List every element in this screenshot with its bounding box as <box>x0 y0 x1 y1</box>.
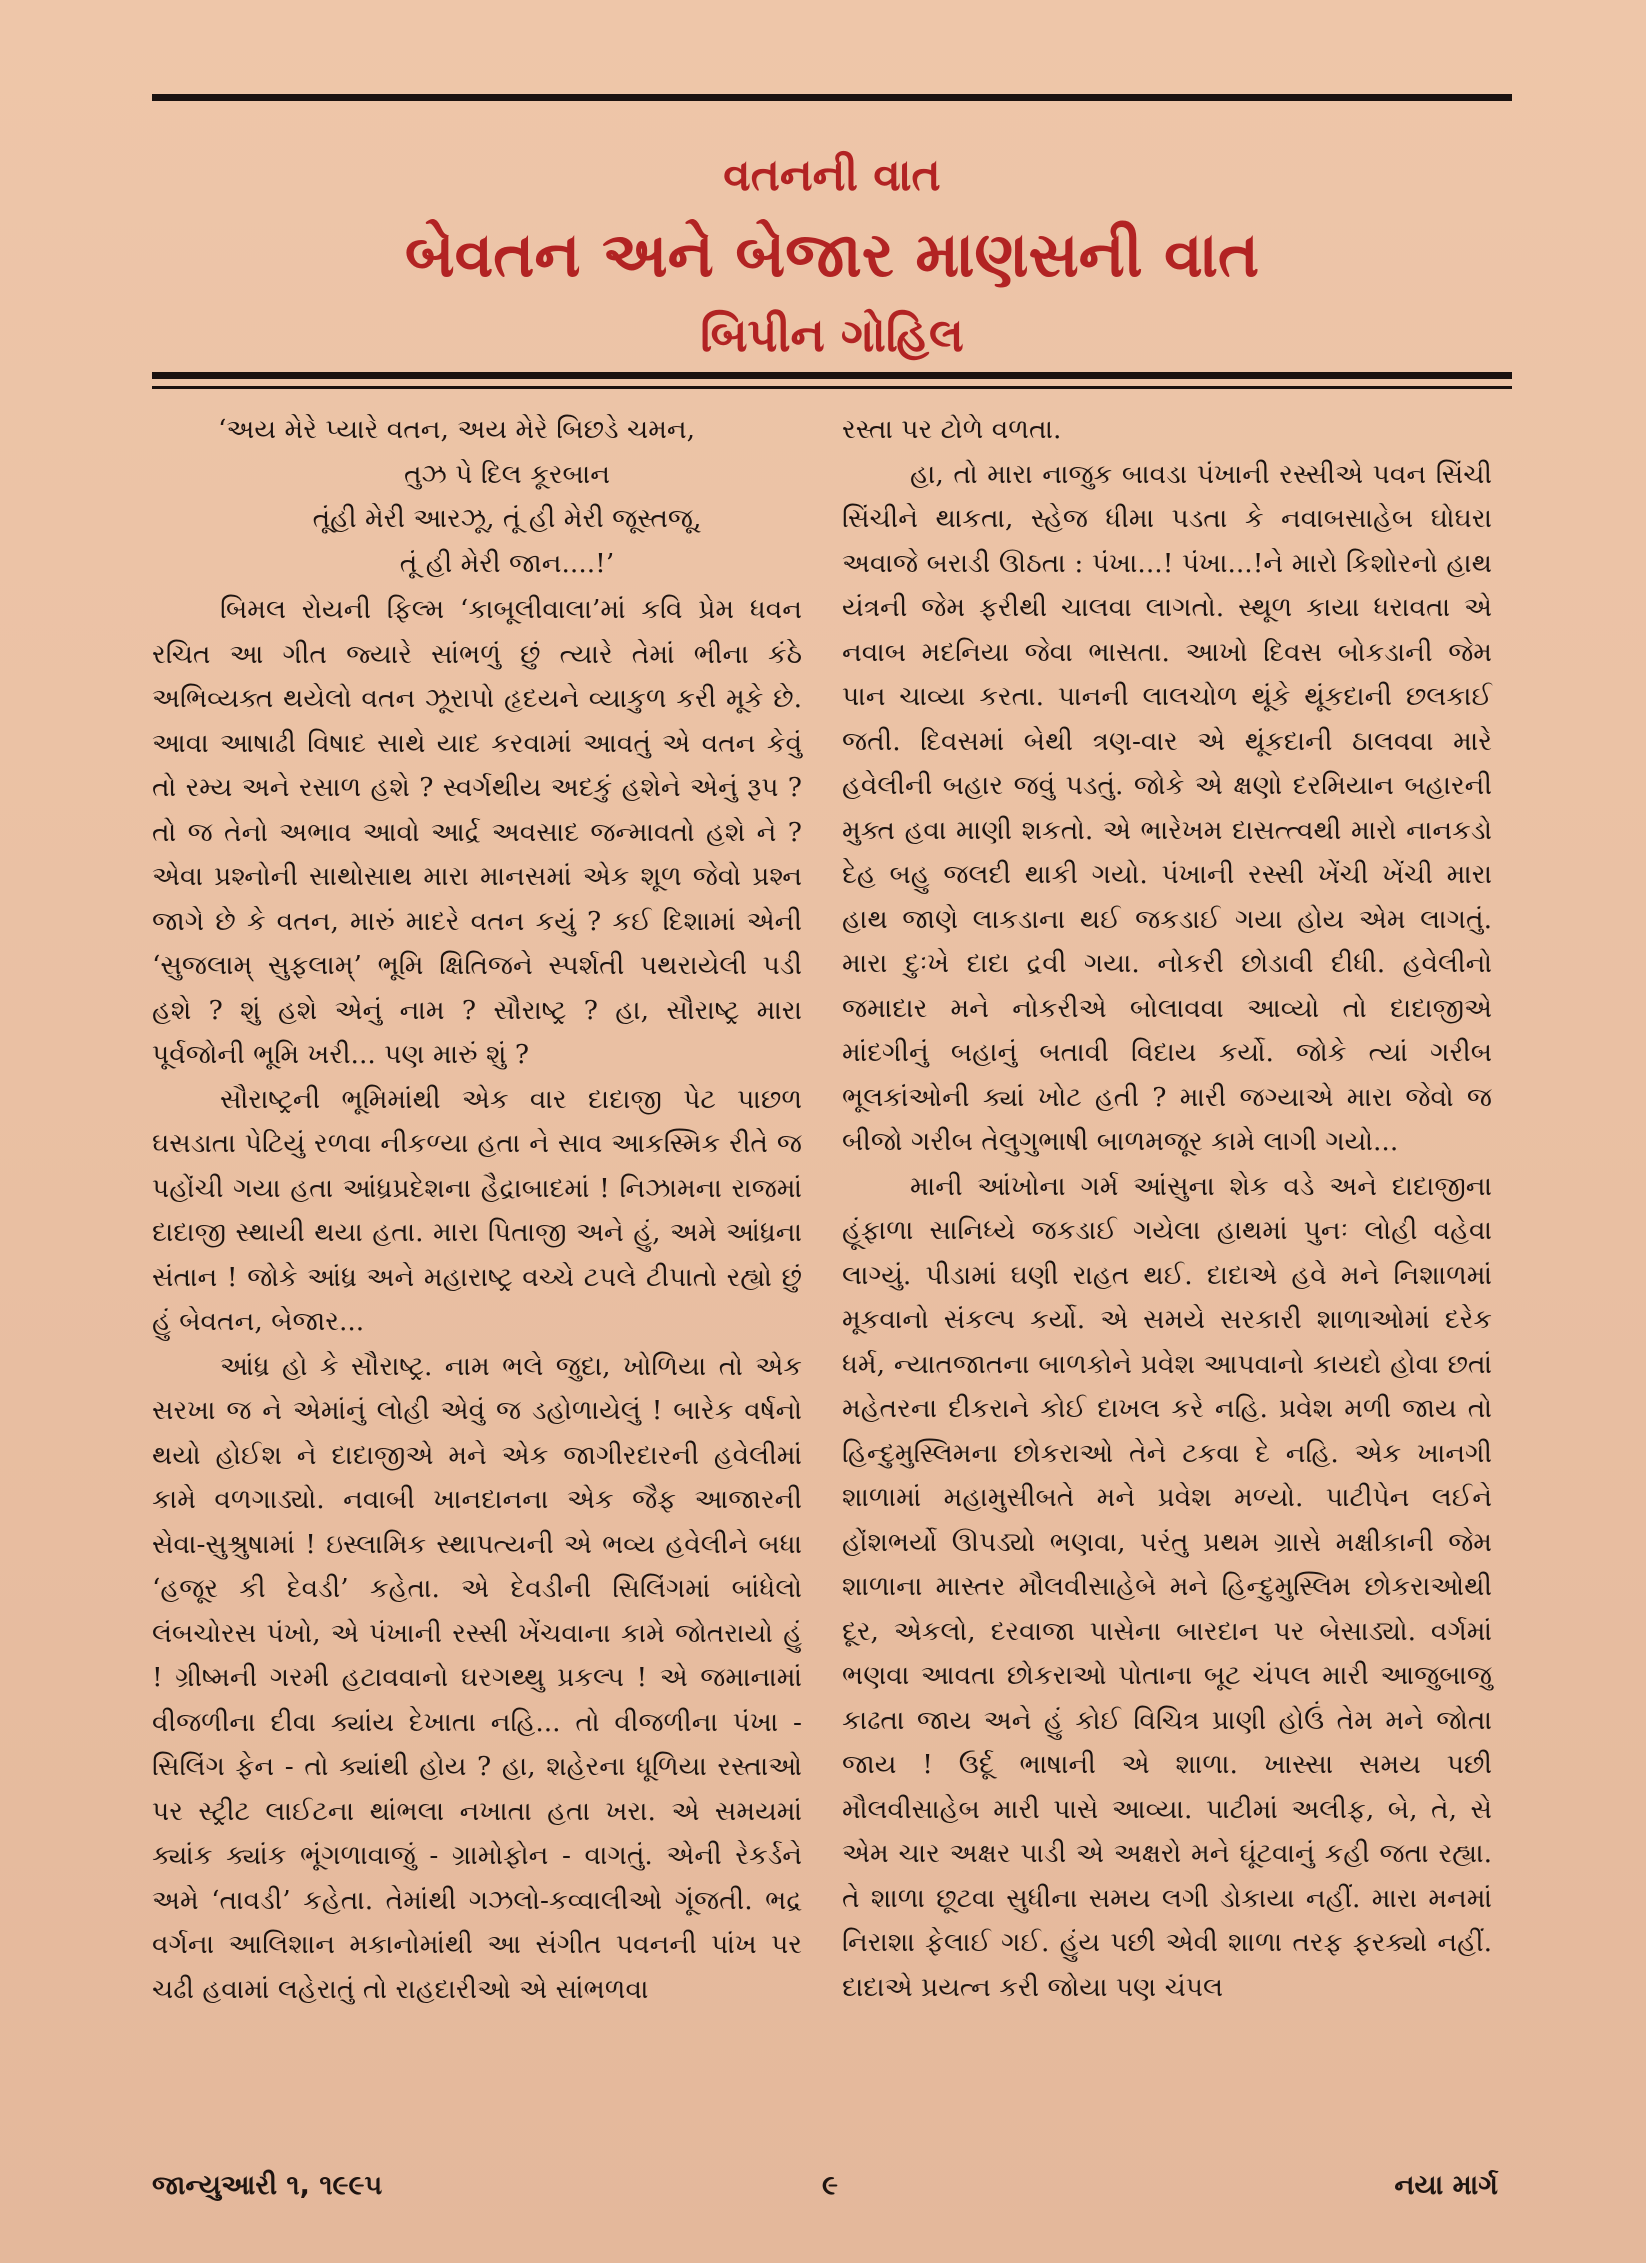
section-kicker: વતનની વાત <box>723 150 941 201</box>
article-headline: બેવતન અને બેજાર માણસની વાત <box>404 218 1260 291</box>
issue-date: જાન્યુઆરી ૧, ૧૯૯૫ <box>152 2170 383 2201</box>
header-rule-thick <box>152 372 1512 379</box>
top-rule <box>152 94 1512 101</box>
right-column <box>842 408 1492 2010</box>
verse-line: ‘અય મેરે પ્યારે વતન, અય મેરે બિછડે ચમન, <box>218 414 696 445</box>
page-number: ૯ <box>822 2170 838 2201</box>
verse-line: તુઝ પે દિલ કૂરબાન <box>403 458 611 490</box>
verse-line: તૂંહી મેરી આરઝૂ, તૂં હી મેરી જૂસ્તજૂ, <box>312 503 702 534</box>
body-paragraph: સૌરાષ્ટ્રની ભૂમિમાંથી એક વાર દાદાજી પેટ પાછળ ઘસડાતા પેટિયું રળવા નીકળ્યા હતા ને સાવ આકસ્મિક રીતે જ પહોંચી ગયા હતા આંધ્રપ્રદેશના હૈદ્રાબાદમાં ! નિઝામના રાજમાં દાદાજી સ્થાયી થયા હતા. મારા પિતાજી અને હું, અમે આંધ્રના સંતાન ! જોકે આંધ્ર અને મહારાષ્ટ્ર વચ્ચે ટપલે ટીપાતો રહ્યો છું હું બેવતન, બેજાર... <box>152 1083 802 1337</box>
author-byline: બિપીન ગોહિલ <box>700 308 964 362</box>
body-paragraph: માની આંખોના ગર્મ આંસુના શેક વડે અને દાદાજીના હૂંફાળા સાનિધ્યે જકડાઈ ગયેલા હાથમાં પુનઃ લોહી વહેવા લાગ્યું. પીડામાં ઘણી રાહત થઈ. દાદાએ હવે મને નિશાળમાં મૂકવાનો સંકલ્પ કર્યો. એ સમયે સરકારી શાળાઓમાં દરેક ધર્મ, ન્યાતજાતના બાળકોને પ્રવેશ આપવાનો કાયદો હોવા છતાં મહેતરના દીકરાને કોઈ દાખલ કરે નહિ. પ્રવેશ મળી જાય તો હિન્દુમુસ્લિમના છોકરાઓ તેને ટકવા દે નહિ. એક ખાનગી શાળામાં મહામુસીબતે મને પ્રવેશ મળ્યો. પાટીપેન લઈને હોંશભર્યો ઊપડ્યો ભણવા, પરંતુ પ્રથમ ગ્રાસે મક્ષીકાની જેમ શાળાના માસ્તર મૌલવીસાહેબે મને હિન્દુમુસ્લિમ છોકરાઓથી દૂર, એકલો, દરવાજા પાસેના બારદાન પર બેસાડ્યો. વર્ગમાં ભણવા આવતા છોકરાઓ પોતાના બૂટ ચંપલ મારી આજુબાજુ કાઢતા જાય અને હું કોઈ વિચિત્ર પ્રાણી હોઉં તેમ મને જોતા જાય ! ઉર્દૂ ભાષાની એ શાળા. ખાસ્સા સમય પછી મૌલવીસાહેબ મારી પાસે આવ્યા. પાટીમાં અલીફ, બે, તે, સે એમ ચાર અક્ષર પાડી એ અક્ષરો મને ઘૂંટવાનું કહી જતા રહ્યા. તે શાળા છૂટવા સુધીના સમય લગી ડોકાયા નહીં. મારા મનમાં નિરાશા ફેલાઈ ગઈ. હુંય પછી એવી શાળા તરફ ફરક્યો નહીં. દાદાએ પ્રયત્ન કરી જોયા પણ ચંપલ <box>842 1170 1492 2003</box>
song-verse <box>152 408 802 586</box>
body-paragraph: બિમલ રોયની ફિલ્મ ‘કાબૂલીવાલા’માં કવિ પ્રેમ ધવન રચિત આ ગીત જ્યારે સાંભળું છું ત્યારે તેમાં ભીના કંઠે અભિવ્યક્ત થયેલો વતન ઝૂરાપો હૃદયને વ્યાકુળ કરી મૂકે છે. આવા આષાઢી વિષાદ સાથે યાદ કરવામાં આવતું એ વતન કેવું તો રમ્ય અને રસાળ હશે ? સ્વર્ગથીય અદકું હશેને એનું રૂપ ? તો જ તેનો અભાવ આવો આર્દ્ર અવસાદ જન્માવતો હશે ને ? એવા પ્રશ્નોની સાથોસાથ મારા માનસમાં એક શૂળ જેવો પ્રશ્ન જાગે છે કે વતન, મારું માદરે વતન કયું ? કઈ દિશામાં એની ‘સુજલામ્ સુફલામ્’ ભૂમિ ક્ષિતિજને સ્પર્શતી પથરાયેલી પડી હશે ? શું હશે એનું નામ ? સૌરાષ્ટ્ર ? હા, સૌરાષ્ટ્ર મારા પૂર્વજોની ભૂમિ ખરી... પણ મારું શું ? <box>152 594 802 1070</box>
body-paragraph: રસ્તા પર ટોળે વળતા. <box>842 414 1062 445</box>
verse-line: તૂં હી મેરી જાન....!’ <box>399 547 615 579</box>
magazine-name: નયા માર્ગ <box>1394 2170 1498 2201</box>
left-column <box>152 408 802 2012</box>
body-paragraph: હા, તો મારા નાજુક બાવડા પંખાની રસ્સીએ પવન સિંચી સિંચીને થાકતા, સ્હેજ ધીમા પડતા કે નવાબસાહેબ ઘોઘરા અવાજે બરાડી ઊઠતા : પંખા...! પંખા...!ને મારો કિશોરનો હાથ યંત્રની જેમ ફરીથી ચાલવા લાગતો. સ્થૂળ કાયા ધરાવતા એ નવાબ મદનિયા જેવા ભાસતા. આખો દિવસ બોકડાની જેમ પાન ચાવ્યા કરતા. પાનની લાલચોળ થૂંકે થૂંકદાની છલકાઈ જતી. દિવસમાં બેથી ત્રણ-વાર એ થૂંકદાની ઠાલવવા મારે હવેલીની બહાર જવું પડતું. જોકે એ ક્ષણો દરમિયાન બહારની મુક્ત હવા માણી શકતો. એ ભારેખમ દાસત્ત્વથી મારો નાનકડો દેહ બહુ જલદી થાકી ગયો. પંખાની રસ્સી ખેંચી ખેંચી મારા હાથ જાણે લાકડાના થઈ જકડાઈ ગયા હોય એમ લાગતું. મારા દુઃખે દાદા દ્રવી ગયા. નોકરી છોડાવી દીધી. હવેલીનો જમાદાર મને નોકરીએ બોલાવવા આવ્યો તો દાદાજીએ માંદગીનું બહાનું બતાવી વિદાય કર્યો. જોકે ત્યાં ગરીબ ભૂલકાંઓની ક્યાં ખોટ હતી ? મારી જગ્યાએ મારા જેવો જ બીજો ગરીબ તેલુગુભાષી બાળમજૂર કામે લાગી ગયો... <box>842 458 1492 1157</box>
header-rule-thin <box>152 386 1512 389</box>
body-paragraph: આંધ્ર હો કે સૌરાષ્ટ્ર. નામ ભલે જુદા, ખોળિયા તો એક સરખા જ ને એમાંનું લોહી એવું જ ડહોળાયેલું ! બારેક વર્ષનો થયો હોઈશ ને દાદાજીએ મને એક જાગીરદારની હવેલીમાં કામે વળગાડ્યો. નવાબી ખાનદાનના એક જૈફ આજારની સેવા-સુશ્રુષામાં ! ઇસ્લામિક સ્થાપત્યની એ ભવ્ય હવેલીને બધા ‘હજૂર કી દેવડી’ કહેતા. એ દેવડીની સિલિંગમાં બાંધેલો લંબચોરસ પંખો, એ પંખાની રસ્સી ખેંચવાના કામે જોતરાયો હું ! ગ્રીષ્મની ગરમી હટાવવાનો ઘરગથ્થુ પ્રકલ્પ ! એ જમાનામાં વીજળીના દીવા ક્યાંય દેખાતા નહિ... તો વીજળીના પંખા - સિલિંગ ફેન - તો ક્યાંથી હોય ? હા, શહેરના ધૂળિયા રસ્તાઓ પર સ્ટ્રીટ લાઈટના થાંભલા નખાતા હતા ખરા. એ સમયમાં ક્યાંક ક્યાંક ભૂંગળાવાજું - ગ્રામોફોન - વાગતું. એની રેકર્ડને અમે ‘તાવડી’ કહેતા. તેમાંથી ગઝલો-કવ્વાલીઓ ગૂંજતી. ભદ્ર વર્ગના આલિશાન મકાનોમાંથી આ સંગીત પવનની પાંખ પર ચઢી હવામાં લહેરાતું તો રાહદારીઓ એ સાંભળવા <box>152 1350 802 2005</box>
